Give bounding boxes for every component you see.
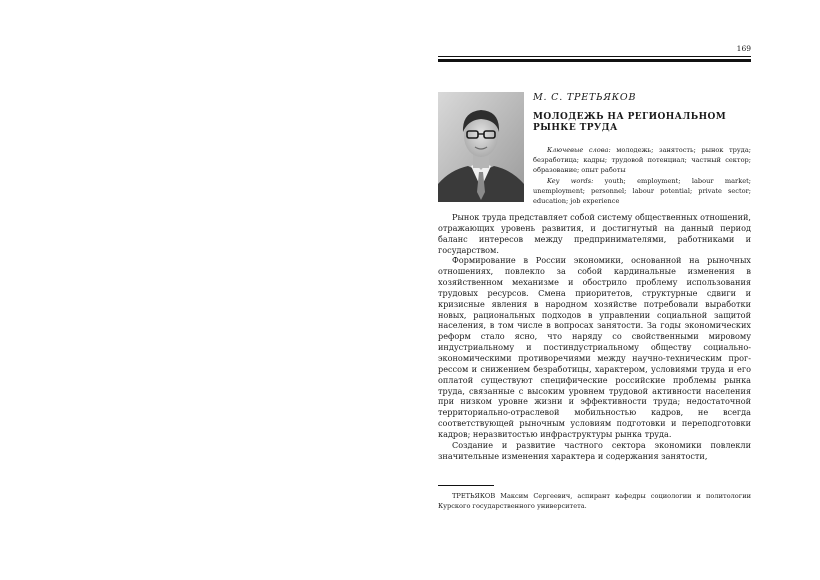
header-rule-thick xyxy=(438,59,751,62)
article-title xyxy=(533,112,748,134)
header-rule-thin xyxy=(438,56,751,57)
keywords-ru xyxy=(533,145,751,176)
author-portrait-image xyxy=(438,92,524,202)
article-title-line-1: МОЛОДЕЖЬ НА РЕГИОНАЛЬНОМ xyxy=(533,112,727,122)
keywords-en-text: youth; employment; labour market; unemployment; personnel; labour potential; private sector; education; job experience xyxy=(533,176,751,206)
keywords-ru-text: молодежь; занятость; рынок труда; безработица; кадры; трудовой потенциал; частный сектор; образование; опыт работы xyxy=(533,146,751,175)
keywords-en-label: Key words: xyxy=(547,176,594,185)
footnote-rule xyxy=(438,485,494,486)
keywords-ru-label: Ключевые слова: xyxy=(547,146,611,154)
article-title-line-2: РЫНКЕ ТРУДА xyxy=(533,123,618,133)
keywords-en xyxy=(533,176,751,207)
author-footnote: ТРЕТЬЯКОВ Максим Сергеевич, аспирант кафедры социологии и политологии Курского государственного университета. xyxy=(438,492,751,510)
body-paragraph: Создание и развитие частного сектора экономики повлекли значительные изменения характера и содержания занятости, xyxy=(438,439,751,461)
journal-page xyxy=(438,44,751,564)
page-number: 169 xyxy=(736,44,751,53)
author-photo xyxy=(438,92,524,202)
author-name: М. С. ТРЕТЬЯКОВ xyxy=(533,92,637,103)
body-paragraph: Рынок труда представляет собой систему общественных отношений, отражающих уровень развития, и достигнутый на данный период баланс интересов между предпринимателями, работниками и государством. xyxy=(438,212,751,255)
body-paragraph: Формирование в России экономики, основанной на рыночных отношениях, повлекло за собой кардинальные изменения в хозяйственном механизме и обострило проблему использования трудовых ресурсов. Смена приоритетов, структурные сдвиги и кризисные явления в народном хозяйстве потребовали выработки новых, рациональных подходов в управлении социальной защитой населения, в том числе в вопросах занятости. За годы экономических реформ стало ясно, что наряду со свойственными мировому индустриальному и постиндустриальному обществу социально-экономическими противоречиями между научно-техническим прогрессом и снижением безработицы, характером, условиями труда и его оплатой существуют специфические российские проблемы рынка труда, связанные с высоким уровнем трудовой активности населения при низком уровне жизни и эффективности труда; недостаточной территориально-отраслевой мобильностью кадров, не всегда соответствующей рыночным условиям подготовки и переподготовки кадров; неразвитостью инфраструктуры рынка труда. xyxy=(438,255,751,439)
keywords-block xyxy=(533,145,751,206)
article-body xyxy=(438,212,751,461)
